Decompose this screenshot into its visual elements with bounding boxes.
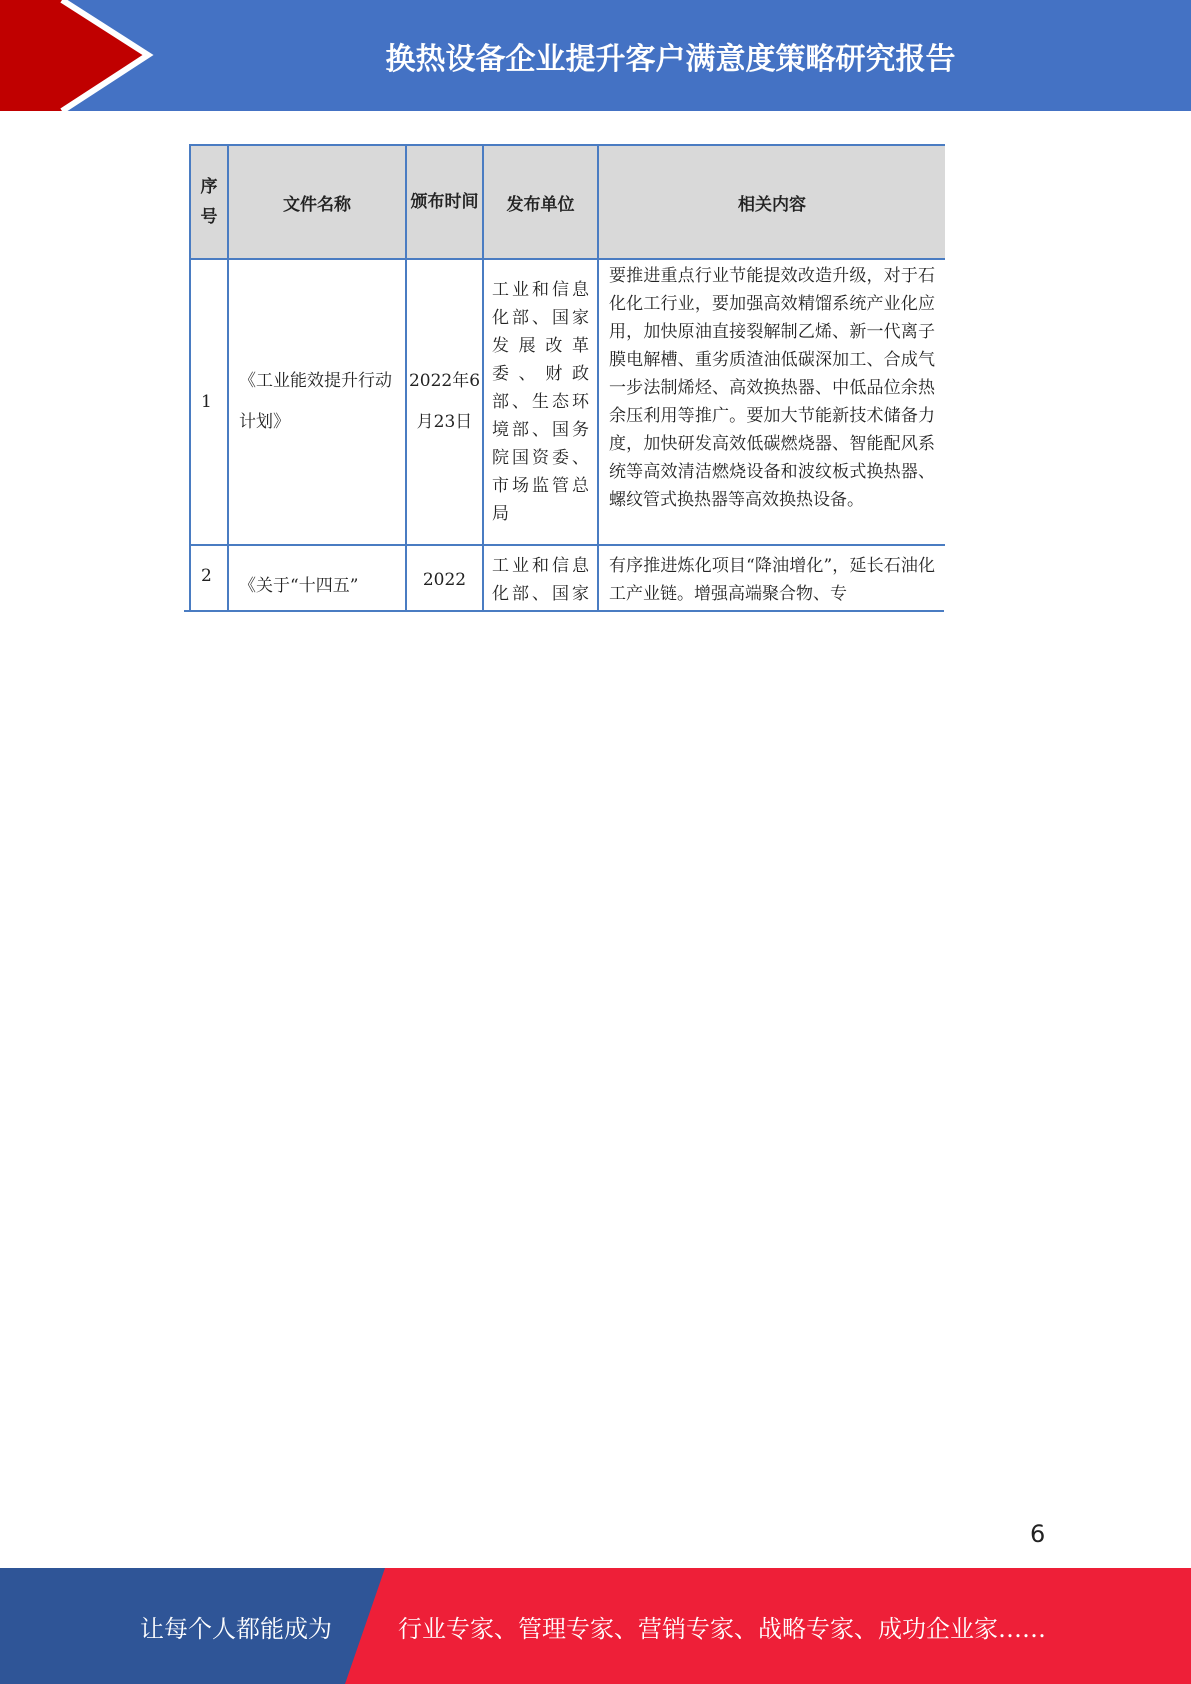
page-number: 6 [1030,1520,1046,1548]
cell-date: 2022 [406,545,483,612]
cell-date: 2022年6月23日 [406,259,483,545]
table-row [190,259,945,545]
header-name: 文件名称 [228,145,406,259]
header-banner [0,0,1191,111]
header-seq: 序号 [190,145,228,259]
policy-table [189,144,945,612]
table-cut-line [184,610,944,612]
header-unit: 发布单位 [483,145,598,259]
cell-unit: 工业和信息化部、国家 [483,545,598,612]
cell-name: 《关于“十四五” [228,545,406,612]
cell-name: 《工业能效提升行动计划》 [228,259,406,545]
cell-seq: 1 [190,259,228,545]
header-date: 颁布时间 [406,145,483,259]
footer-banner [0,1568,1191,1684]
cell-seq: 2 [190,545,228,612]
footer-slogan-right: 行业专家、管理专家、营销专家、战略专家、成功企业家…… [398,1614,1046,1643]
table-row [190,545,945,612]
cell-content: 要推进重点行业节能提效改造升级，对于石化化工行业，要加强高效精馏系统产业化应用，加快原油直接裂解制乙烯、新一代离子膜电解槽、重劣质渣油低碳深加工、合成气一步法制烯烃、高效换热器、中低品位余热余压利用等推广。要加大节能新技术储备力度，加快研发高效低碳燃烧器、智能配风系统等高效清洁燃烧设备和波纹板式换热器、螺纹管式换热器等高效换热设备。 [598,259,945,545]
table-header-row [190,145,945,259]
report-title: 换热设备企业提升客户满意度策略研究报告 [385,41,956,77]
header-arrow-decoration [0,0,160,111]
header-content: 相关内容 [598,145,945,259]
policy-table-container [185,144,945,612]
cell-unit: 工业和信息化部、国家发展改革委、财政部、生态环境部、国务院国资委、市场监管总局 [483,259,598,545]
cell-content: 有序推进炼化项目“降油增化”，延长石油化工产业链。增强高端聚合物、专 [598,545,945,612]
footer-slogan-left: 让每个人都能成为 [140,1614,332,1643]
